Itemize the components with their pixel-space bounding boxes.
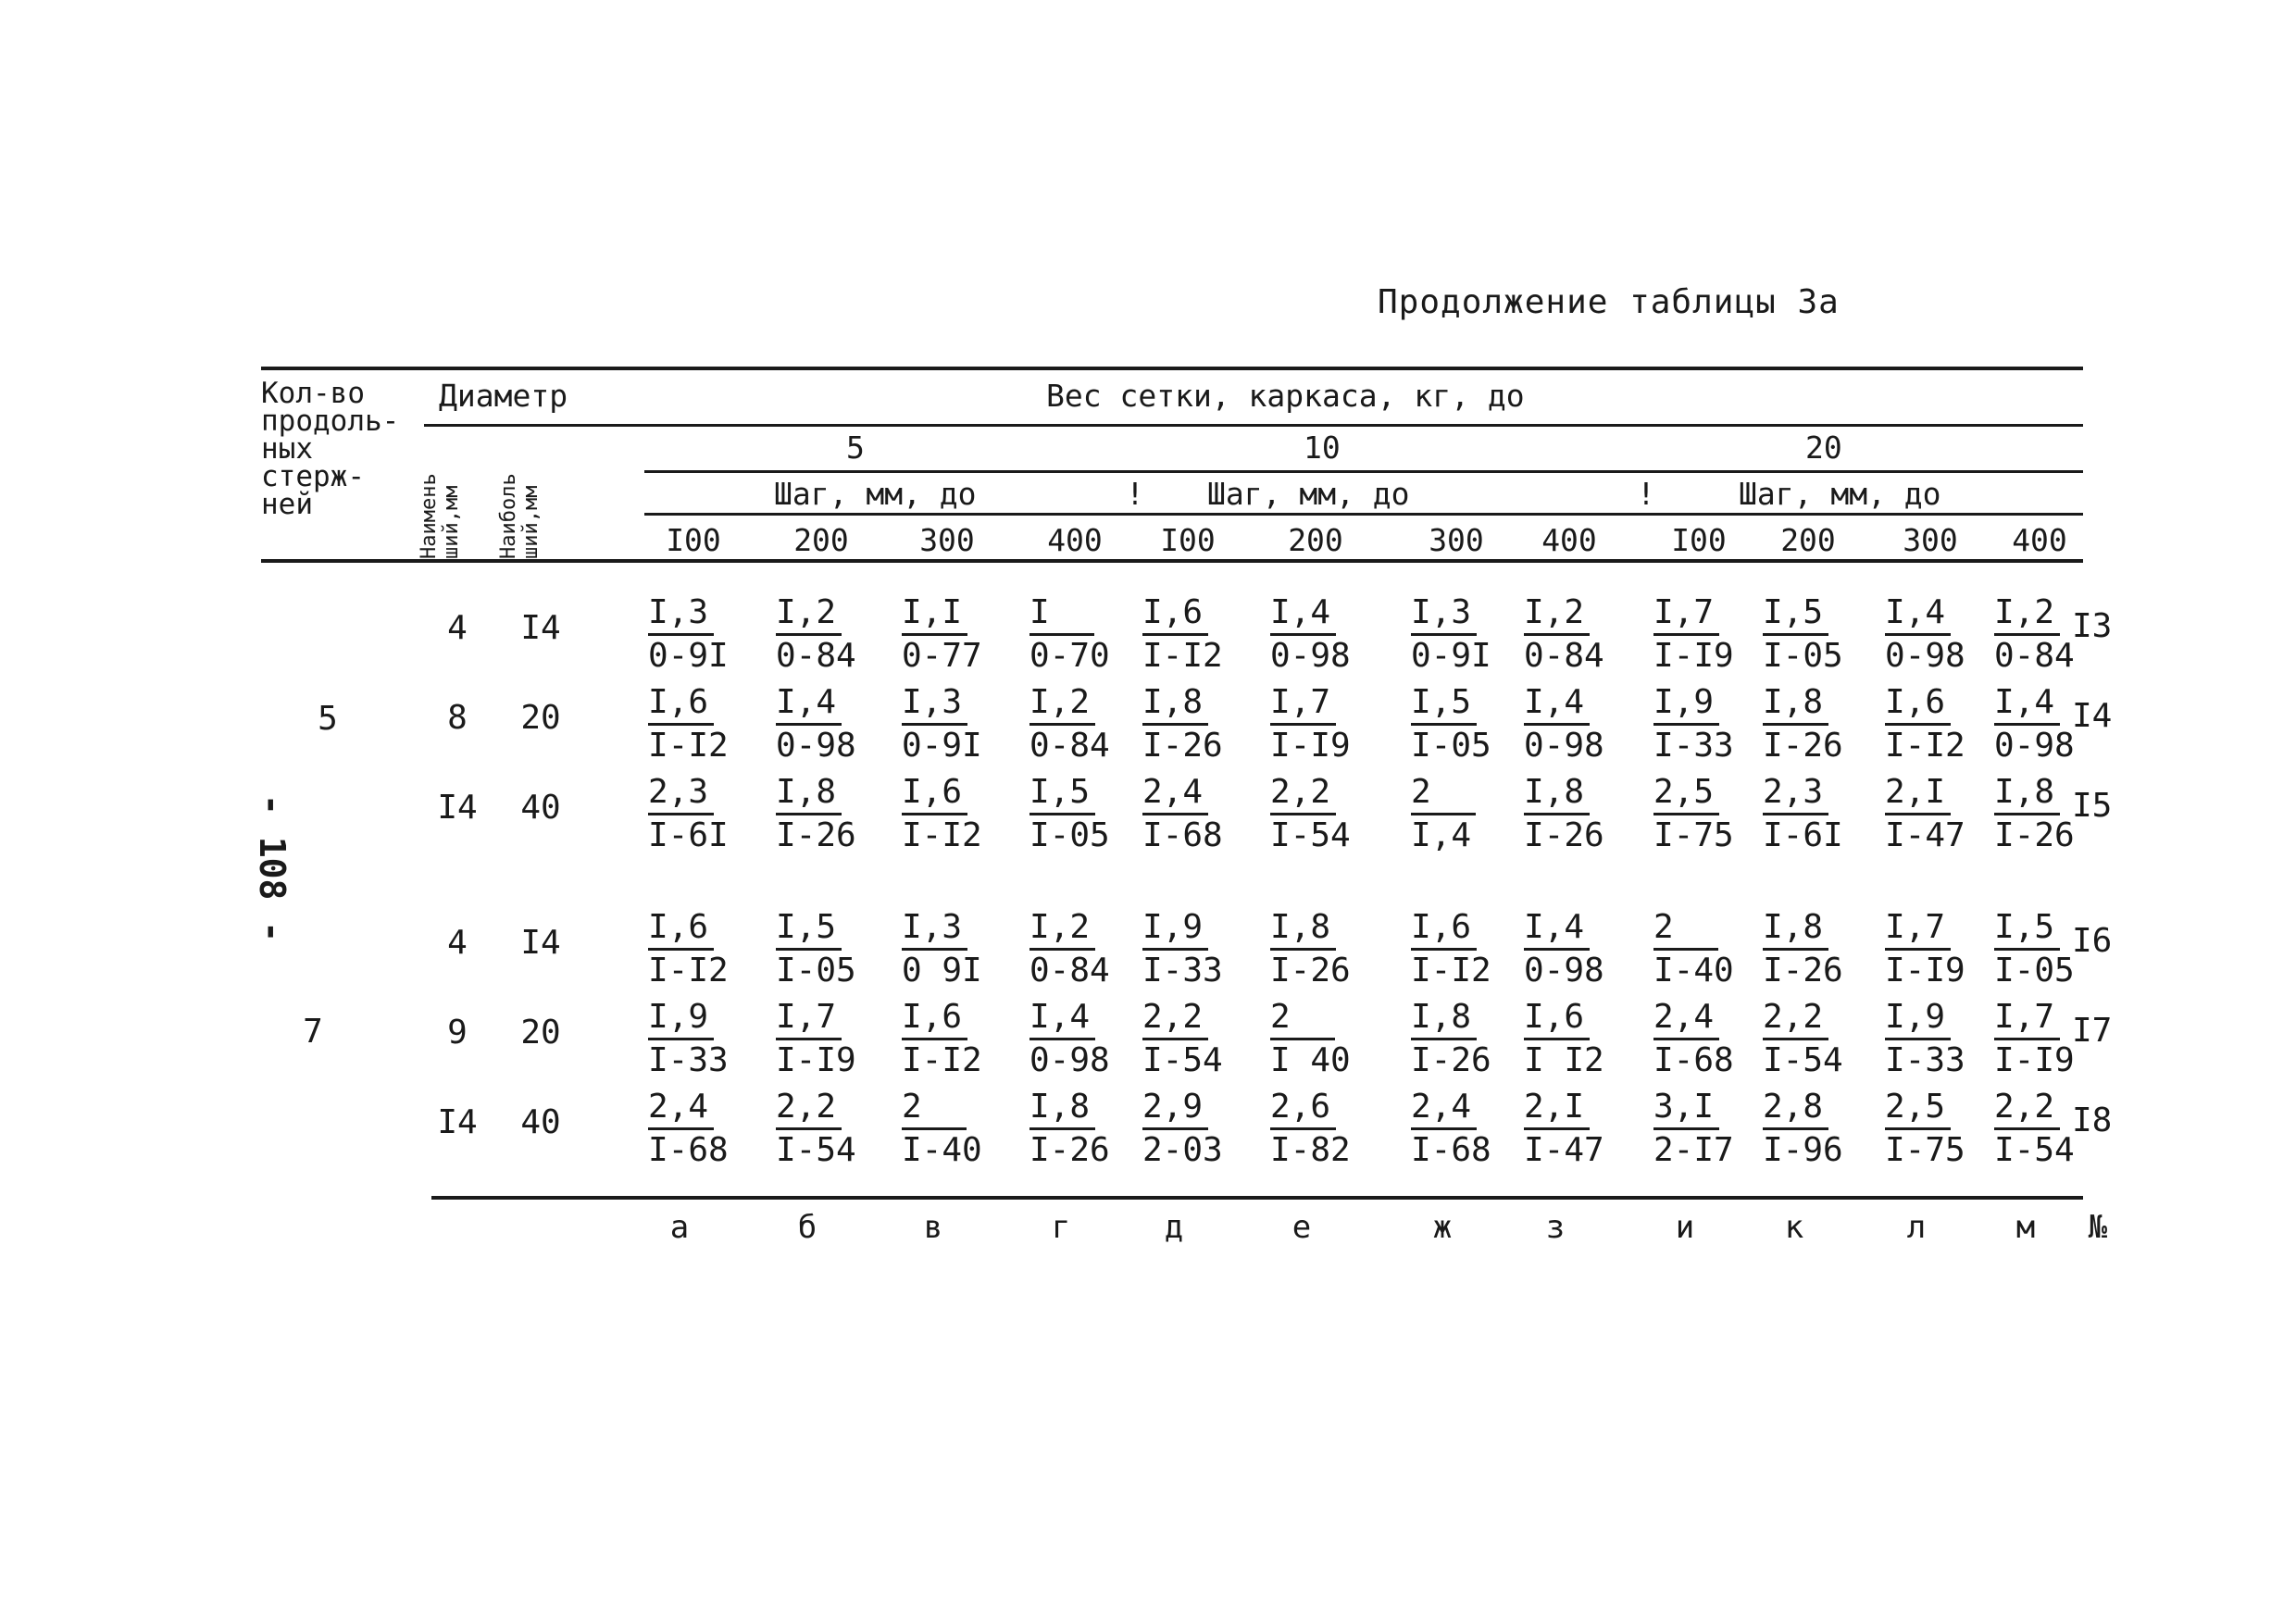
weight-range: I-26 [1270,952,1351,989]
weight-range: I-26 [1763,727,1843,765]
weight-range: I-26 [1411,1041,1491,1079]
weight-value: I,I [902,592,967,636]
weight-range: I-96 [1763,1131,1843,1169]
column-letter: л [1906,1209,1927,1246]
column-letter: е [1292,1209,1312,1246]
weight-value: 2,2 [776,1087,842,1130]
top-rule [261,367,2083,370]
column-letter: и [1675,1209,1695,1246]
weight-cell [1885,1087,1987,1171]
weight-range: I-6I [648,816,729,854]
weight-value: I,3 [1411,592,1477,636]
weight-cell [1411,907,1513,991]
weight-value: I,3 [902,907,967,951]
weight-range: 0-84 [1524,637,1604,675]
column-letter: а [669,1209,690,1246]
weight-value: 2,5 [1653,772,1719,815]
weight-cell [1763,997,1865,1081]
weight-value: I,4 [1524,682,1590,726]
step-label-20: Шаг, мм, до [1739,476,1941,512]
weight-cell [1411,682,1513,766]
weight-value: I,6 [648,907,714,951]
weight-value: I,2 [1029,907,1095,951]
weight-range: I-26 [1763,952,1843,989]
weight-group-10: 10 [1304,429,1341,466]
weight-value: 2,3 [648,772,714,815]
bar-count-7: 7 [303,1013,323,1051]
weight-range: I-I2 [1411,952,1491,989]
weight-value: I,6 [648,682,714,726]
weight-value: I,8 [1142,682,1208,726]
step-header: I00 [666,522,721,558]
weight-value: 2,4 [648,1087,714,1130]
weight-range: I-82 [1270,1131,1351,1169]
weight-range: I-47 [1524,1131,1604,1169]
weight-cell [1763,682,1865,766]
weight-cell [648,592,750,677]
table-caption: Продолжение таблицы 3а [1378,283,1840,321]
step-header: 200 [793,522,849,558]
weight-range: 0-98 [1524,727,1604,765]
weight-cell [1029,907,1131,991]
weight-range: I-33 [1653,727,1734,765]
weight-range: I-47 [1885,816,1965,854]
step-header: 300 [1903,522,1958,558]
max-diameter-value: I4 [520,924,561,962]
weight-value: I,3 [648,592,714,636]
weight-cell [1411,997,1513,1081]
weight-value: 2,6 [1270,1087,1336,1130]
weight-value: 3,I [1653,1087,1719,1130]
weight-value: I,6 [1142,592,1208,636]
weight-cell [902,997,1004,1081]
weight-cell [776,1087,878,1171]
max-diameter-value: 20 [520,699,561,737]
weight-range: I-I9 [1994,1041,2075,1079]
weight-range: I-26 [1142,727,1223,765]
weight-value: 2 [902,1087,967,1130]
weight-value: I,4 [1524,907,1590,951]
weight-range: 0-98 [776,727,856,765]
weight-value: I,4 [776,682,842,726]
weight-cell [776,907,878,991]
weight-cell [902,592,1004,677]
weight-value: 2,4 [1142,772,1208,815]
weight-cell [776,772,878,856]
weight-cell [1524,682,1626,766]
weight-cell [1524,772,1626,856]
weight-cell [1885,997,1987,1081]
weight-range: I I2 [1524,1041,1604,1079]
header-bottom-rule [261,559,2083,563]
weight-cell [1270,772,1372,856]
weight-range: I-54 [776,1131,856,1169]
weight-range: I-I2 [902,1041,982,1079]
weight-range: 2-03 [1142,1131,1223,1169]
weight-value: 2,I [1885,772,1951,815]
weight-value: I,2 [1524,592,1590,636]
weight-value: 2,2 [1270,772,1336,815]
weight-cell [1142,1087,1244,1171]
weight-value: I,5 [1763,592,1828,636]
weight-value: 2,8 [1763,1087,1828,1130]
weight-range: 0-9I [648,637,729,675]
weight-value: 2 [1653,907,1718,951]
weight-range: I-05 [1411,727,1491,765]
weight-cell [1653,682,1755,766]
weight-range: 0-84 [776,637,856,675]
row-number: I8 [2072,1101,2113,1139]
table-bottom-rule [431,1196,2083,1200]
weight-cell [1524,1087,1626,1171]
weight-range: 0-98 [1270,637,1351,675]
min-diameter-value: I4 [437,1103,478,1141]
min-diameter-header: Наимень ший,мм [418,473,463,559]
row-number: I3 [2072,607,2113,645]
step-marker-10: ! [1126,476,1144,512]
weight-value: I,8 [1270,907,1336,951]
weight-range: 0-98 [1885,637,1965,675]
weight-range: I-54 [1270,816,1351,854]
weight-cell [1411,1087,1513,1171]
weight-cell [1763,592,1865,677]
weight-range: 0-98 [1524,952,1604,989]
row-number: I6 [2072,922,2113,960]
weight-value: I,8 [1994,772,2060,815]
weight-cell [1142,682,1244,766]
weight-range: 2-I7 [1653,1131,1734,1169]
weight-value: 2,2 [1994,1087,2060,1130]
min-diameter-value: 4 [447,609,468,647]
weight-range: I-I9 [1653,637,1734,675]
weight-value: I [1029,592,1094,636]
weight-value: I,7 [1994,997,2060,1040]
weight-cell [902,907,1004,991]
weight-range: I-54 [1142,1041,1223,1079]
weight-value: I,9 [1885,997,1951,1040]
group-rule [644,470,2083,473]
weight-range: 0-9I [902,727,982,765]
weight-value: I,2 [1029,682,1095,726]
diameter-header: Диаметр [439,378,568,414]
weight-cell [902,772,1004,856]
max-diameter-value: 40 [520,789,561,827]
weight-cell [776,682,878,766]
step-marker-20: ! [1637,476,1655,512]
weight-value: I,4 [1885,592,1951,636]
weight-cell [1029,592,1131,677]
weight-cell [1411,772,1513,856]
weight-cell [902,682,1004,766]
weight-cell [648,772,750,856]
weight-cell [902,1087,1004,1171]
weight-value: I,5 [1411,682,1477,726]
weight-group-20: 20 [1805,429,1842,466]
weight-cell [1653,997,1755,1081]
weight-range: I-75 [1653,816,1734,854]
weight-value: I,3 [902,682,967,726]
weight-value: 2,5 [1885,1087,1951,1130]
step-header: 200 [1288,522,1343,558]
weight-range: I-68 [1411,1131,1491,1169]
weight-value: I,4 [1029,997,1095,1040]
step-header: 400 [1047,522,1103,558]
weight-range: 0 9I [902,952,982,989]
weight-value: I,9 [648,997,714,1040]
weight-range: I-05 [1994,952,2075,989]
weight-value: I,5 [1029,772,1095,815]
weight-range: I-26 [1524,816,1604,854]
weight-range: I-40 [1653,952,1734,989]
weight-cell [1524,592,1626,677]
weight-value: I,5 [1994,907,2060,951]
weight-value: 2,2 [1763,997,1828,1040]
weight-cell [1763,1087,1865,1171]
weight-value: I,4 [1994,682,2060,726]
column-letter: д [1164,1209,1184,1246]
weight-range: I-I9 [1885,952,1965,989]
column-letter: м [2015,1209,2036,1246]
weight-cell [1411,592,1513,677]
weight-cell [776,592,878,677]
weight-range: 0-84 [1029,727,1110,765]
weight-cell [1142,592,1244,677]
step-header: 300 [1429,522,1484,558]
weight-value: 2 [1270,997,1335,1040]
max-diameter-header: Наиболь ший,мм [497,473,543,559]
weight-header: Вес сетки, каркаса, кг, до [1046,378,1525,414]
min-diameter-value: 9 [447,1014,468,1052]
weight-range: I-05 [776,952,856,989]
weight-value: I,6 [902,772,967,815]
weight-value: I,7 [776,997,842,1040]
weight-value: 2,4 [1411,1087,1477,1130]
min-diameter-value: 4 [447,924,468,962]
column-letter: г [1051,1209,1071,1246]
weight-range: I-05 [1763,637,1843,675]
weight-range: 0-84 [1029,952,1110,989]
weight-cell [1029,997,1131,1081]
weight-cell [648,907,750,991]
weight-value: I,6 [1524,997,1590,1040]
min-diameter-value: 8 [447,699,468,737]
weight-cell [1270,997,1372,1081]
weight-cell [648,682,750,766]
weight-value: I,9 [1653,682,1719,726]
weight-cell [1142,772,1244,856]
weight-range: 0-84 [1994,637,2075,675]
weight-group-5: 5 [846,429,865,466]
weight-range: I-I2 [648,727,729,765]
weight-value: I,8 [1763,682,1828,726]
weight-range: I-40 [902,1131,982,1169]
weight-value: I,2 [1994,592,2060,636]
weight-range: I-33 [1885,1041,1965,1079]
weight-range: I-I9 [776,1041,856,1079]
weight-range: I,4 [1411,816,1472,854]
step-label-5: Шаг, мм, до [774,476,977,512]
column-letter: б [797,1209,817,1246]
weight-range: I-05 [1029,816,1110,854]
weight-cell [1763,772,1865,856]
weight-range: I-33 [648,1041,729,1079]
weight-cell [1885,772,1987,856]
weight-cell [1885,682,1987,766]
weight-range: I-54 [1763,1041,1843,1079]
weight-cell [1029,682,1131,766]
weight-range: I-26 [1994,816,2075,854]
row-number: I4 [2072,697,2113,735]
weight-value: 2,2 [1142,997,1208,1040]
weight-range: 0-98 [1994,727,2075,765]
weight-range: I-33 [1142,952,1223,989]
step-header: I00 [1160,522,1216,558]
weight-cell [1763,907,1865,991]
weight-value: I,9 [1142,907,1208,951]
weight-cell [1524,907,1626,991]
weight-value: I,6 [1411,907,1477,951]
weight-cell [1653,772,1755,856]
weight-cell [1653,592,1755,677]
row-number-marker: № [2088,1209,2108,1246]
weight-range: I-68 [1142,816,1223,854]
weight-value: 2,3 [1763,772,1828,815]
step-label-10: Шаг, мм, до [1207,476,1410,512]
weight-value: I,8 [1411,997,1477,1040]
weight-cell [1029,1087,1131,1171]
weight-cell [1885,592,1987,677]
weight-range: I-26 [776,816,856,854]
weight-value: I,5 [776,907,842,951]
step-rule [644,513,2083,516]
column-letter: ж [1432,1209,1453,1246]
weight-range: 0-9I [1411,637,1491,675]
weight-cell [648,1087,750,1171]
row-number: I7 [2072,1012,2113,1050]
count-column-header: Кол-во продоль- ных стерж- ней [261,377,400,521]
weight-value: I,8 [1029,1087,1095,1130]
weight-range: I-I2 [1885,727,1965,765]
page-number: - 108 - [252,794,293,943]
weight-range: 0-77 [902,637,982,675]
weight-value: 2 [1411,772,1476,815]
row-number: I5 [2072,787,2113,825]
weight-range: I-I2 [1142,637,1223,675]
weight-range: I-75 [1885,1131,1965,1169]
weight-value: I,8 [776,772,842,815]
weight-value: I,7 [1653,592,1719,636]
weight-value: I,8 [1763,907,1828,951]
step-header: 400 [2012,522,2067,558]
weight-range: I-26 [1029,1131,1110,1169]
weight-cell [1142,997,1244,1081]
weight-value: I,8 [1524,772,1590,815]
weight-cell [1029,772,1131,856]
weight-range: I-I9 [1270,727,1351,765]
weight-range: I-68 [648,1131,729,1169]
weight-cell [1142,907,1244,991]
column-letter: в [923,1209,943,1246]
step-header: 400 [1541,522,1597,558]
step-header: I00 [1671,522,1727,558]
weight-range: I-I2 [902,816,982,854]
weight-value: 2,I [1524,1087,1590,1130]
max-diameter-value: 40 [520,1103,561,1141]
weight-value: I,2 [776,592,842,636]
weight-cell [1653,907,1755,991]
weight-value: 2,9 [1142,1087,1208,1130]
weight-cell [648,997,750,1081]
bar-count-5: 5 [318,700,338,738]
weight-cell [1270,907,1372,991]
weight-value: I,4 [1270,592,1336,636]
weight-cell [1653,1087,1755,1171]
weight-range: I 40 [1270,1041,1351,1079]
weight-range: I-54 [1994,1131,2075,1169]
weight-range: 0-70 [1029,637,1110,675]
min-diameter-value: I4 [437,789,478,827]
weight-range: 0-98 [1029,1041,1110,1079]
step-header: 300 [919,522,975,558]
weight-range: I-I2 [648,952,729,989]
weight-range: I-68 [1653,1041,1734,1079]
weight-range: I-6I [1763,816,1843,854]
max-diameter-value: 20 [520,1014,561,1052]
weight-value: I,7 [1885,907,1951,951]
weight-cell [1270,592,1372,677]
weight-value: 2,4 [1653,997,1719,1040]
weight-rule [424,424,2083,427]
max-diameter-value: I4 [520,609,561,647]
column-letter: з [1545,1209,1566,1246]
step-header: 200 [1780,522,1836,558]
weight-cell [1270,682,1372,766]
weight-value: I,6 [902,997,967,1040]
weight-value: I,7 [1270,682,1336,726]
column-letter: к [1784,1209,1804,1246]
weight-cell [1270,1087,1372,1171]
weight-cell [1885,907,1987,991]
weight-cell [776,997,878,1081]
weight-cell [1524,997,1626,1081]
weight-value: I,6 [1885,682,1951,726]
